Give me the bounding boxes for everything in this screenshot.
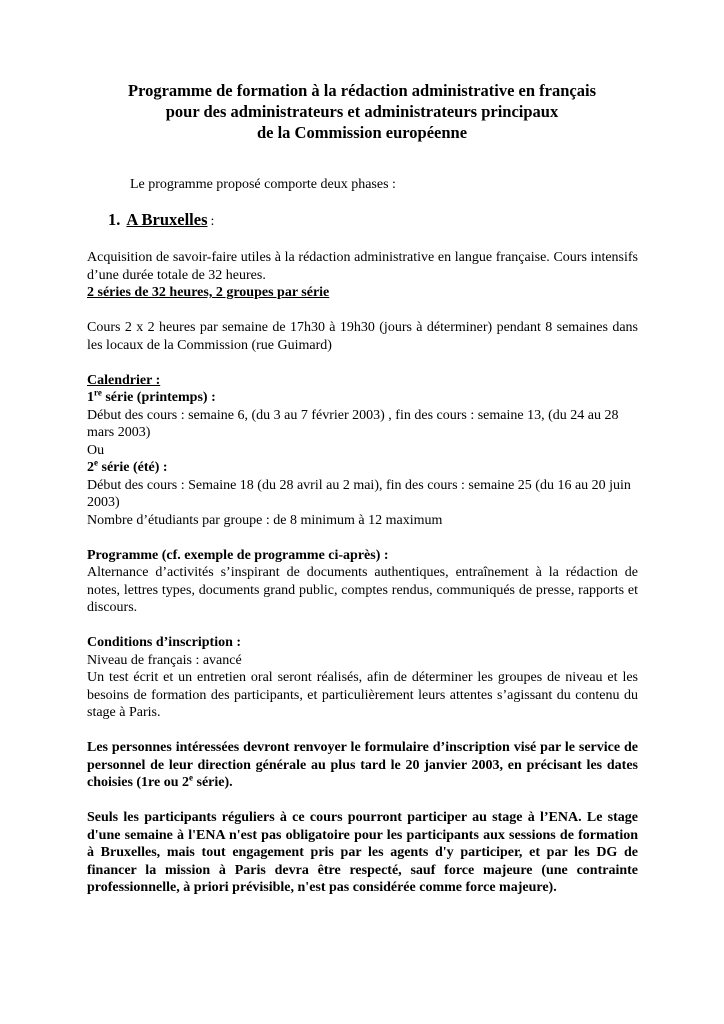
- conditions-paragraph: Un test écrit et un entretien oral seront réalisés, afin de déterminer les groupes de niveau et les besoins de formation des participants, et particulièrement leurs attentes s’agissant du contenu du stage à Paris.: [87, 670, 638, 720]
- registration-text: Les personnes intéressées devront renvoyer le formulaire d’inscription visé par le service de personnel de leur direction générale au plus tard le 20 janvier 2003, en précisant les dates choisies (1re ou 2: [87, 740, 638, 790]
- acquisition-paragraph: Acquisition de savoir-faire utiles à la rédaction administrative en langue française. Cours intensifs d’une durée totale de 32 heures.: [87, 250, 638, 283]
- or-text: Ou: [87, 442, 105, 458]
- document-body: [87, 249, 638, 897]
- registration-superscript: e: [189, 772, 194, 783]
- section-heading: [108, 209, 214, 232]
- programme-paragraph: Alternance d’activités s’inspirant de documents authentiques, entraînement à la rédaction de notes, lettres types, documents grand public, comptes rendus, communiqués de presse, rapports et discours.: [87, 565, 638, 615]
- series-2-heading: [87, 459, 638, 477]
- schedule-paragraph: Cours 2 x 2 heures par semaine de 17h30 à 19h30 (jours à déterminer) pendant 8 semaines dans les locaux de la Commission (rue Guimard): [87, 320, 638, 353]
- title-line-3: de la Commission européenne: [256, 123, 468, 142]
- title-line-2: pour des administrateurs et administrateurs principaux: [165, 102, 559, 121]
- series-2-number: 2: [87, 460, 94, 475]
- title-line-1: Programme de formation à la rédaction administrative en français: [127, 81, 597, 100]
- section-number: 1.: [108, 210, 121, 229]
- registration-paragraph: [87, 739, 638, 792]
- series-1-number: 1: [87, 390, 94, 405]
- registration-text-end: série).: [193, 775, 233, 790]
- calendar-heading: Calendrier :: [87, 372, 161, 388]
- series-2-dates: Début des cours : Semaine 18 (du 28 avril au 2 mai), fin des cours : semaine 25 (du 16 au 20 juin 2003): [87, 477, 631, 510]
- series-2-superscript: e: [94, 457, 98, 468]
- programme-heading: Programme (cf. exemple de programme ci-après) :: [87, 547, 389, 563]
- section-name: A Bruxelles: [126, 210, 208, 229]
- series-1-dates: Début des cours : semaine 6, (du 3 au 7 février 2003) , fin des cours : semaine 13, (du 24 au 28 mars 2003): [87, 407, 619, 440]
- conditions-heading: Conditions d’inscription :: [87, 635, 242, 650]
- series-1-heading: [87, 389, 638, 407]
- series-1-superscript: re: [94, 387, 102, 398]
- students-per-group: Nombre d’étudiants par groupe : de 8 minimum à 12 maximum: [87, 512, 443, 528]
- section-colon: :: [210, 214, 215, 229]
- series-2-label: série (été) :: [98, 460, 168, 475]
- french-level: Niveau de français : avancé: [87, 652, 242, 668]
- series-heading: 2 séries de 32 heures, 2 groupes par série: [87, 285, 330, 300]
- ena-notice-paragraph: Seuls les participants réguliers à ce cours pourront participer au stage à l’ENA. Le stage d'une semaine à l'ENA n'est pas obligatoire pour les participants aux sessions de formation à Bruxelles, mais tout engagement pris par les agents d'y participer, et par les DG de financer la mission à Paris devra être respecté, sauf force majeure (une contrainte professionnelle, à priori prévisible, n'est pas considérée comme force majeure).: [87, 810, 638, 895]
- series-1-label: série (printemps) :: [101, 390, 216, 405]
- document-title: [60, 80, 664, 143]
- intro-text: Le programme proposé comporte deux phases :: [130, 177, 396, 192]
